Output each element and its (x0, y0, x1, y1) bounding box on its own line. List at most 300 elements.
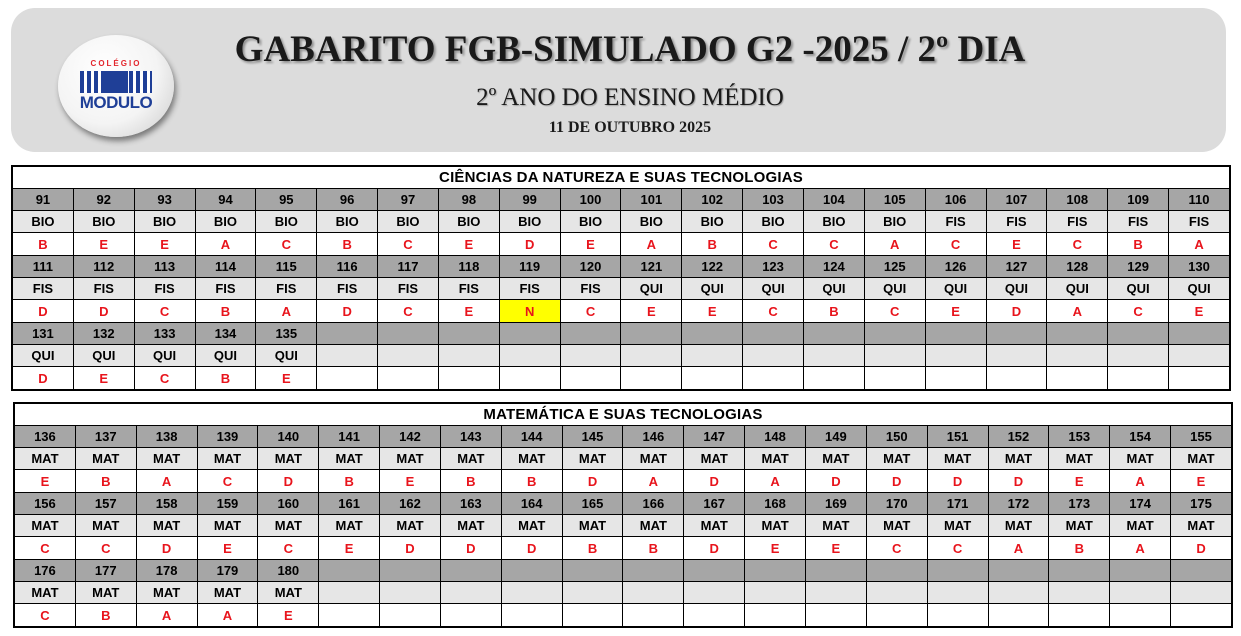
answer-letter: B (317, 233, 378, 256)
answer-letter: D (684, 537, 745, 560)
empty-cell (864, 323, 925, 345)
subject-label: MAT (136, 515, 197, 537)
question-number: 168 (745, 493, 806, 515)
question-number: 167 (684, 493, 745, 515)
question-number: 93 (134, 189, 195, 211)
empty-cell (378, 367, 439, 390)
answer-letter: A (1047, 300, 1108, 323)
empty-cell (803, 323, 864, 345)
table-row (15, 470, 1232, 493)
subject-label: BIO (560, 211, 621, 233)
empty-cell (684, 560, 745, 582)
answer-letter: B (562, 537, 623, 560)
subject-label: FIS (195, 278, 256, 300)
empty-cell (562, 560, 623, 582)
question-number: 112 (73, 256, 134, 278)
answer-letter: A (745, 470, 806, 493)
subject-label: FIS (134, 278, 195, 300)
empty-cell (1110, 604, 1171, 627)
answer-letter: E (1169, 300, 1230, 323)
table-row (15, 448, 1232, 470)
empty-cell (925, 345, 986, 367)
empty-cell (684, 582, 745, 604)
empty-cell (1047, 323, 1108, 345)
empty-cell (864, 345, 925, 367)
empty-cell (866, 582, 927, 604)
question-number: 132 (73, 323, 134, 345)
subject-label: BIO (803, 211, 864, 233)
empty-cell (1169, 323, 1230, 345)
empty-cell (1049, 582, 1110, 604)
question-number: 109 (1108, 189, 1169, 211)
question-number: 159 (197, 493, 258, 515)
answer-letter: D (866, 470, 927, 493)
subject-label: MAT (15, 582, 76, 604)
subject-label: BIO (743, 211, 804, 233)
empty-cell (745, 560, 806, 582)
answer-letter: B (13, 233, 74, 256)
question-number: 107 (986, 189, 1047, 211)
table-row (15, 426, 1232, 448)
subject-label: MAT (805, 448, 866, 470)
subject-label: MAT (684, 515, 745, 537)
table-row (13, 233, 1230, 256)
subject-label: MAT (988, 448, 1049, 470)
question-number: 174 (1110, 493, 1171, 515)
empty-cell (1047, 345, 1108, 367)
empty-cell (803, 345, 864, 367)
question-number: 113 (134, 256, 195, 278)
logo-bars-icon (80, 71, 152, 93)
question-number: 139 (197, 426, 258, 448)
answer-grid-ciencias (11, 165, 1231, 391)
question-number: 108 (1047, 189, 1108, 211)
empty-cell (562, 604, 623, 627)
empty-cell (623, 560, 684, 582)
question-number: 172 (988, 493, 1049, 515)
empty-cell (317, 367, 378, 390)
subject-label: MAT (75, 448, 136, 470)
subject-label: MAT (927, 515, 988, 537)
answer-letter: D (927, 470, 988, 493)
section-title: MATEMÁTICA E SUAS TECNOLOGIAS (15, 404, 1232, 426)
table-row (15, 537, 1232, 560)
subject-label: MAT (440, 448, 501, 470)
subject-label: FIS (986, 211, 1047, 233)
subject-label: MAT (623, 448, 684, 470)
question-number: 169 (805, 493, 866, 515)
question-number: 114 (195, 256, 256, 278)
answer-letter: C (866, 537, 927, 560)
empty-cell (986, 345, 1047, 367)
question-number: 133 (134, 323, 195, 345)
empty-cell (440, 560, 501, 582)
question-number: 143 (440, 426, 501, 448)
subject-label: QUI (195, 345, 256, 367)
answer-letter: C (15, 604, 76, 627)
question-number: 130 (1169, 256, 1230, 278)
question-number: 100 (560, 189, 621, 211)
empty-cell (803, 367, 864, 390)
section-title: CIÊNCIAS DA NATUREZA E SUAS TECNOLOGIAS (13, 167, 1230, 189)
question-number: 170 (866, 493, 927, 515)
subject-label: QUI (621, 278, 682, 300)
empty-cell (621, 345, 682, 367)
table-row (13, 256, 1230, 278)
subject-label: FIS (256, 278, 317, 300)
answer-letter: E (134, 233, 195, 256)
question-number: 134 (195, 323, 256, 345)
empty-cell (623, 582, 684, 604)
subject-label: MAT (197, 448, 258, 470)
subject-label: BIO (195, 211, 256, 233)
answer-letter: E (73, 367, 134, 390)
question-number: 103 (743, 189, 804, 211)
question-number: 91 (13, 189, 74, 211)
subject-label: QUI (13, 345, 74, 367)
empty-cell (805, 560, 866, 582)
answer-letter: E (256, 367, 317, 390)
subject-label: MAT (988, 515, 1049, 537)
answer-letter: D (986, 300, 1047, 323)
question-number: 118 (438, 256, 499, 278)
answer-letter: C (378, 300, 439, 323)
subject-label: QUI (256, 345, 317, 367)
subject-label: MAT (1049, 515, 1110, 537)
answer-letter: B (501, 470, 562, 493)
subject-label: MAT (1171, 448, 1232, 470)
answer-letter: D (440, 537, 501, 560)
empty-cell (682, 323, 743, 345)
empty-cell (317, 323, 378, 345)
question-number: 180 (258, 560, 319, 582)
question-number: 144 (501, 426, 562, 448)
answer-table (14, 403, 1232, 627)
answer-letter: A (195, 233, 256, 256)
subject-label: MAT (1110, 448, 1171, 470)
subject-label: MAT (1171, 515, 1232, 537)
answer-letter: C (1047, 233, 1108, 256)
empty-cell (319, 560, 380, 582)
empty-cell (925, 367, 986, 390)
answer-letter: E (986, 233, 1047, 256)
answer-letter: D (499, 233, 560, 256)
table-row (13, 189, 1230, 211)
empty-cell (501, 604, 562, 627)
question-number: 178 (136, 560, 197, 582)
empty-cell (743, 323, 804, 345)
subject-label: MAT (866, 515, 927, 537)
empty-cell (745, 604, 806, 627)
question-number: 142 (380, 426, 441, 448)
answer-letter: E (258, 604, 319, 627)
question-number: 164 (501, 493, 562, 515)
subject-label: MAT (15, 448, 76, 470)
answer-letter: C (197, 470, 258, 493)
subject-label: QUI (1169, 278, 1230, 300)
empty-cell (501, 582, 562, 604)
question-number: 94 (195, 189, 256, 211)
subject-label: FIS (499, 278, 560, 300)
question-number: 176 (15, 560, 76, 582)
question-number: 151 (927, 426, 988, 448)
empty-cell (925, 323, 986, 345)
subject-label: QUI (925, 278, 986, 300)
subject-label: QUI (73, 345, 134, 367)
subject-label: FIS (1169, 211, 1230, 233)
subject-label: MAT (1049, 448, 1110, 470)
answer-letter: D (988, 470, 1049, 493)
answer-letter: C (1108, 300, 1169, 323)
question-number: 149 (805, 426, 866, 448)
answer-letter: D (501, 537, 562, 560)
subject-label: MAT (258, 582, 319, 604)
empty-cell (988, 582, 1049, 604)
question-number: 138 (136, 426, 197, 448)
subject-label: FIS (1047, 211, 1108, 233)
empty-cell (621, 367, 682, 390)
subject-label: QUI (1108, 278, 1169, 300)
question-number: 104 (803, 189, 864, 211)
subject-label: QUI (743, 278, 804, 300)
question-number: 136 (15, 426, 76, 448)
answer-letter: E (621, 300, 682, 323)
question-number: 122 (682, 256, 743, 278)
question-number: 141 (319, 426, 380, 448)
answer-letter: C (15, 537, 76, 560)
answer-letter: B (75, 470, 136, 493)
subject-label: MAT (136, 448, 197, 470)
question-number: 110 (1169, 189, 1230, 211)
answer-letter: D (380, 537, 441, 560)
answer-letter: A (621, 233, 682, 256)
answer-letter: D (684, 470, 745, 493)
table-row (13, 300, 1230, 323)
logo-bottom-text: MODULO (79, 93, 153, 112)
question-number: 157 (75, 493, 136, 515)
question-number: 106 (925, 189, 986, 211)
answer-letter: B (75, 604, 136, 627)
answer-letter: D (258, 470, 319, 493)
answer-letter: E (438, 233, 499, 256)
question-number: 101 (621, 189, 682, 211)
answer-letter: A (1110, 470, 1171, 493)
empty-cell (560, 323, 621, 345)
empty-cell (319, 604, 380, 627)
empty-cell (866, 560, 927, 582)
question-number: 146 (623, 426, 684, 448)
subject-label: FIS (438, 278, 499, 300)
empty-cell (438, 367, 499, 390)
answer-letter: C (803, 233, 864, 256)
question-number: 99 (499, 189, 560, 211)
subject-label: BIO (864, 211, 925, 233)
answer-letter: D (73, 300, 134, 323)
answer-letter: D (13, 300, 74, 323)
subject-label: MAT (197, 582, 258, 604)
table-row (13, 345, 1230, 367)
table-row (15, 582, 1232, 604)
answer-grid-matematica (13, 402, 1233, 628)
answer-letter: N (499, 300, 560, 323)
empty-cell (1171, 604, 1232, 627)
answer-letter: D (13, 367, 74, 390)
subject-label: BIO (73, 211, 134, 233)
question-number: 117 (378, 256, 439, 278)
subject-label: MAT (745, 448, 806, 470)
answer-letter: D (1171, 537, 1232, 560)
question-number: 135 (256, 323, 317, 345)
empty-cell (317, 345, 378, 367)
answer-letter: A (136, 604, 197, 627)
subject-label: MAT (1110, 515, 1171, 537)
subject-label: BIO (13, 211, 74, 233)
subject-label: MAT (562, 515, 623, 537)
subject-label: MAT (866, 448, 927, 470)
answer-letter: B (623, 537, 684, 560)
empty-cell (1110, 582, 1171, 604)
subject-label: MAT (745, 515, 806, 537)
answer-letter: C (743, 233, 804, 256)
question-number: 163 (440, 493, 501, 515)
subject-label: QUI (803, 278, 864, 300)
question-number: 165 (562, 493, 623, 515)
empty-cell (743, 345, 804, 367)
empty-cell (1049, 604, 1110, 627)
question-number: 175 (1171, 493, 1232, 515)
subject-label: FIS (560, 278, 621, 300)
empty-cell (986, 367, 1047, 390)
subject-label: MAT (562, 448, 623, 470)
subject-label: BIO (682, 211, 743, 233)
answer-letter: A (1110, 537, 1171, 560)
answer-letter: C (927, 537, 988, 560)
answer-letter: A (1169, 233, 1230, 256)
question-number: 115 (256, 256, 317, 278)
question-number: 147 (684, 426, 745, 448)
question-number: 156 (15, 493, 76, 515)
empty-cell (1169, 345, 1230, 367)
subject-label: FIS (73, 278, 134, 300)
subject-label: QUI (864, 278, 925, 300)
table-row (13, 211, 1230, 233)
question-number: 152 (988, 426, 1049, 448)
answer-letter: E (319, 537, 380, 560)
table-row (15, 604, 1232, 627)
empty-cell (380, 582, 441, 604)
answer-letter: E (560, 233, 621, 256)
answer-letter: C (560, 300, 621, 323)
answer-letter: E (805, 537, 866, 560)
answer-letter: A (988, 537, 1049, 560)
answer-letter: E (1049, 470, 1110, 493)
empty-cell (1108, 323, 1169, 345)
question-number: 105 (864, 189, 925, 211)
subject-label: MAT (75, 582, 136, 604)
answer-letter: C (743, 300, 804, 323)
answer-letter: E (197, 537, 258, 560)
empty-cell (440, 604, 501, 627)
question-number: 160 (258, 493, 319, 515)
empty-cell (1047, 367, 1108, 390)
empty-cell (1171, 582, 1232, 604)
answer-letter: C (134, 300, 195, 323)
subject-label: MAT (197, 515, 258, 537)
empty-cell (380, 604, 441, 627)
empty-cell (684, 604, 745, 627)
table-row (15, 493, 1232, 515)
subject-label: QUI (682, 278, 743, 300)
question-number: 155 (1171, 426, 1232, 448)
subject-label: BIO (134, 211, 195, 233)
question-number: 166 (623, 493, 684, 515)
subject-label: MAT (501, 448, 562, 470)
answer-letter: A (197, 604, 258, 627)
question-number: 116 (317, 256, 378, 278)
school-logo (58, 35, 174, 137)
answer-letter: D (317, 300, 378, 323)
question-number: 137 (75, 426, 136, 448)
empty-cell (560, 345, 621, 367)
empty-cell (743, 367, 804, 390)
empty-cell (378, 345, 439, 367)
subject-label: FIS (13, 278, 74, 300)
table-row (15, 515, 1232, 537)
answer-letter: B (1049, 537, 1110, 560)
empty-cell (380, 560, 441, 582)
table-row (15, 560, 1232, 582)
subject-label: FIS (317, 278, 378, 300)
question-number: 154 (1110, 426, 1171, 448)
question-number: 95 (256, 189, 317, 211)
subject-label: MAT (319, 515, 380, 537)
empty-cell (682, 345, 743, 367)
answer-letter: C (258, 537, 319, 560)
empty-cell (319, 582, 380, 604)
empty-cell (1171, 560, 1232, 582)
empty-cell (438, 323, 499, 345)
page-subtitle: 2º ANO DO ENSINO MÉDIO (476, 84, 784, 111)
subject-label: MAT (258, 448, 319, 470)
subject-label: BIO (499, 211, 560, 233)
empty-cell (988, 560, 1049, 582)
empty-cell (682, 367, 743, 390)
table-row (13, 323, 1230, 345)
subject-label: MAT (440, 515, 501, 537)
question-number: 131 (13, 323, 74, 345)
empty-cell (623, 604, 684, 627)
empty-cell (501, 560, 562, 582)
answer-letter: D (805, 470, 866, 493)
answer-letter: C (75, 537, 136, 560)
question-number: 111 (13, 256, 74, 278)
subject-label: FIS (925, 211, 986, 233)
question-number: 119 (499, 256, 560, 278)
answer-letter: E (380, 470, 441, 493)
question-number: 161 (319, 493, 380, 515)
answer-letter: B (803, 300, 864, 323)
question-number: 177 (75, 560, 136, 582)
empty-cell (866, 604, 927, 627)
empty-cell (805, 604, 866, 627)
empty-cell (1169, 367, 1230, 390)
subject-label: MAT (319, 448, 380, 470)
subject-label: MAT (623, 515, 684, 537)
question-number: 150 (866, 426, 927, 448)
empty-cell (499, 367, 560, 390)
subject-label: MAT (258, 515, 319, 537)
question-number: 140 (258, 426, 319, 448)
